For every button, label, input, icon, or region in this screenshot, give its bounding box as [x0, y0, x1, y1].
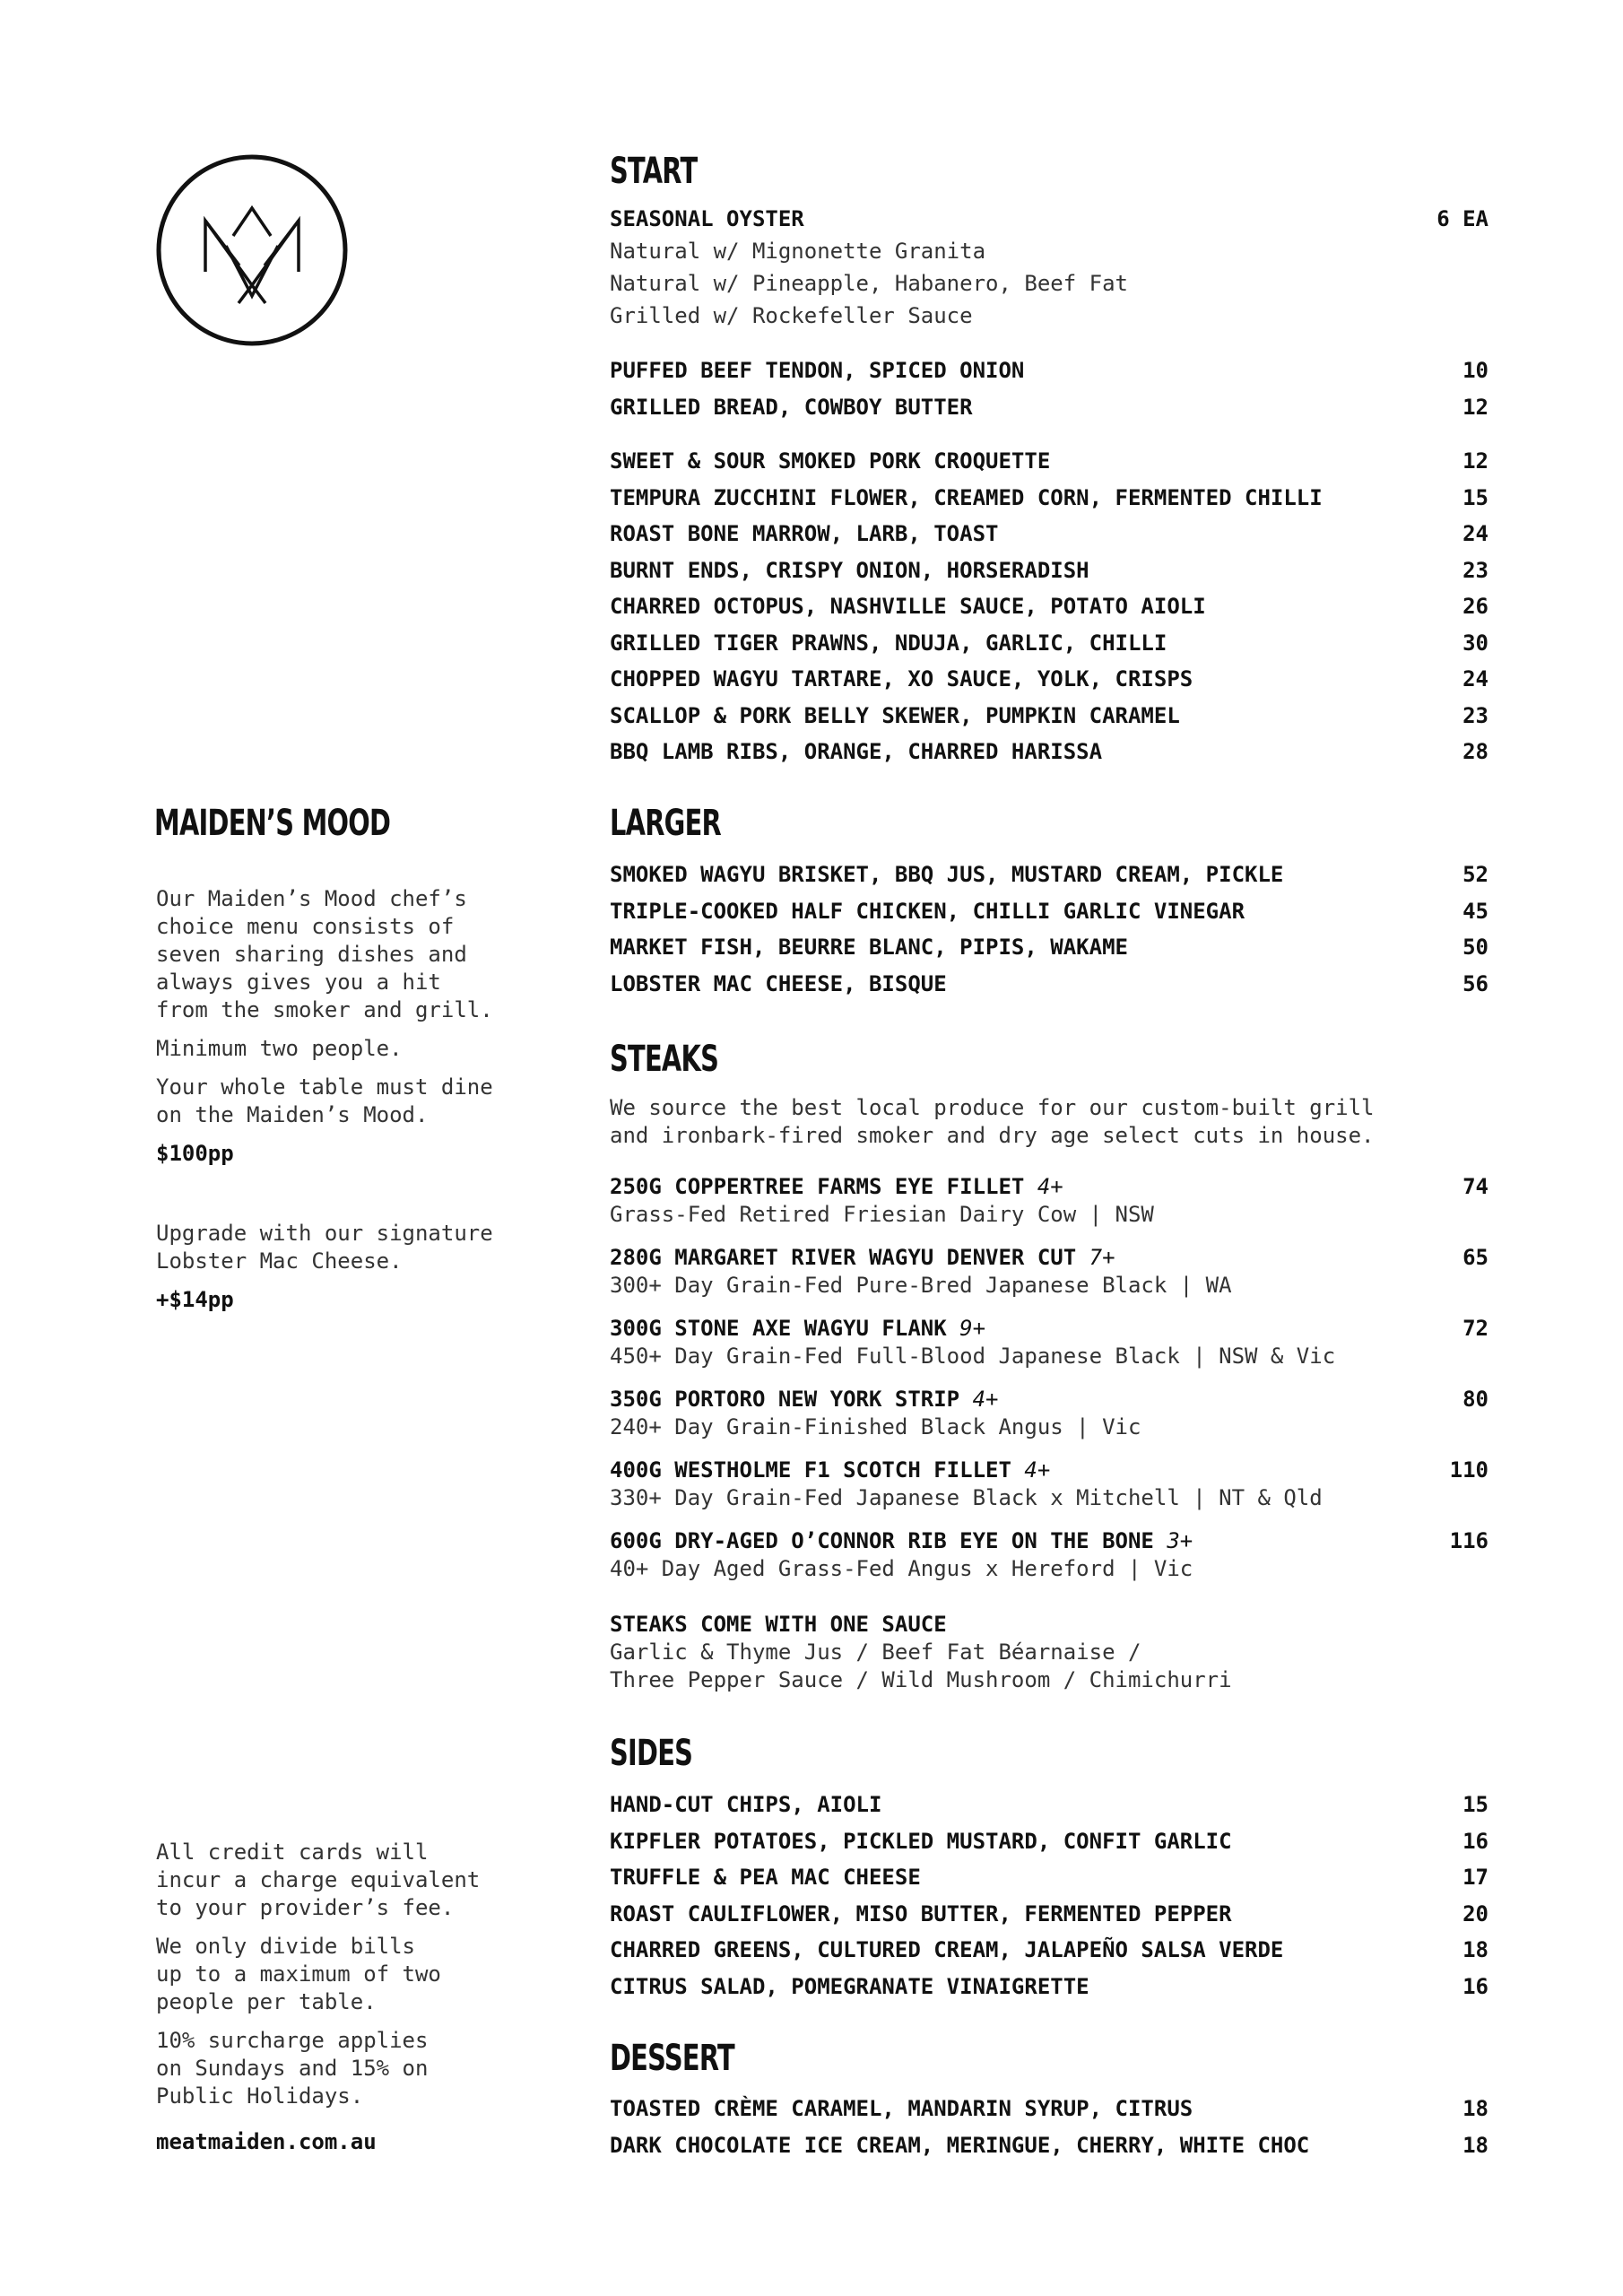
- item-description: 330+ Day Grain-Fed Japanese Black x Mitchell | NT & Qld: [610, 1485, 1323, 1510]
- item-price: 74: [1462, 1174, 1488, 1199]
- menu-item: [610, 2091, 1488, 2127]
- larger-title: LARGER: [610, 803, 721, 844]
- menu-item: [610, 734, 1488, 770]
- item-name: SCALLOP & PORK BELLY SKEWER, PUMPKIN CARAMEL: [610, 702, 1180, 728]
- item-price: 18: [1462, 1937, 1488, 1962]
- upgrade-text: Upgrade with our signature Lobster Mac Cheese.: [156, 1221, 493, 1274]
- item-name: TOASTED CRÈME CARAMEL, MANDARIN SYRUP, CITRUS: [610, 2096, 1193, 2121]
- item-description: 40+ Day Aged Grass-Fed Angus x Hereford | Vic: [610, 1556, 1193, 1581]
- item-price: 15: [1462, 484, 1488, 510]
- item-price: 20: [1462, 1900, 1488, 1926]
- item-name: DARK CHOCOLATE ICE CREAM, MERINGUE, CHERRY, WHITE CHOC: [610, 2132, 1310, 2158]
- meat-maiden-logo: [154, 152, 350, 348]
- item-name: CHARRED OCTOPUS, NASHVILLE SAUCE, POTATO AIOLI: [610, 594, 1206, 619]
- item-name: 280G MARGARET RIVER WAGYU DENVER CUT: [610, 1245, 1077, 1270]
- menu-item: [610, 1823, 1488, 1860]
- item-name: CITRUS SALAD, POMEGRANATE VINAIGRETTE: [610, 1973, 1089, 1999]
- item-name: GRILLED TIGER PRAWNS, NDUJA, GARLIC, CHILLI: [610, 630, 1167, 656]
- item-price: 18: [1462, 2096, 1488, 2121]
- item-name: 600G DRY-AGED O’CONNOR RIB EYE ON THE BONE: [610, 1528, 1154, 1553]
- menu-item: [610, 929, 1488, 966]
- steak-item: [610, 1457, 1488, 1512]
- menu-item: [610, 352, 1488, 389]
- item-grade: 4+: [972, 1387, 999, 1412]
- item-price: 16: [1462, 1973, 1488, 1999]
- item-description: 450+ Day Grain-Fed Full-Blood Japanese Black | NSW & Vic: [610, 1344, 1336, 1369]
- item-name: 350G PORTORO NEW YORK STRIP: [610, 1387, 960, 1412]
- upgrade-block: [156, 1220, 533, 1325]
- item-name: 250G COPPERTREE FARMS EYE FILLET: [610, 1174, 1025, 1199]
- oyster-block: [610, 203, 1488, 332]
- menu-item: [610, 698, 1488, 735]
- item-name: TRIPLE-COOKED HALF CHICKEN, CHILLI GARLIC VINEGAR: [610, 898, 1245, 924]
- steak-item: [610, 1315, 1488, 1370]
- item-price: 12: [1462, 448, 1488, 474]
- menu-item: [610, 966, 1488, 1003]
- item-price: 15: [1462, 1792, 1488, 1817]
- item-name: 300G STONE AXE WAGYU FLANK: [610, 1316, 947, 1341]
- item-price: 23: [1462, 557, 1488, 583]
- item-grade: 4+: [1037, 1174, 1063, 1199]
- item-description: 300+ Day Grain-Fed Pure-Bred Japanese Black | WA: [610, 1273, 1232, 1298]
- oyster-option: Natural w/ Mignonette Granita: [610, 239, 986, 264]
- oyster-option: Grilled w/ Rockefeller Sauce: [610, 303, 973, 328]
- item-price: 6 EA: [1436, 206, 1488, 231]
- maidens-mood-para3: Your whole table must dine on the Maiden’s Mood.: [156, 1074, 493, 1127]
- steaks-title: STEAKS: [610, 1039, 719, 1080]
- item-price: 12: [1462, 394, 1488, 420]
- sides-title: SIDES: [610, 1733, 693, 1774]
- sauce-line: Three Pepper Sauce / Wild Mushroom / Chimichurri: [610, 1667, 1232, 1692]
- item-price: 30: [1462, 630, 1488, 656]
- item-price: 65: [1462, 1245, 1488, 1270]
- item-name: 400G WESTHOLME F1 SCOTCH FILLET: [610, 1457, 1011, 1483]
- item-name: HAND-CUT CHIPS, AIOLI: [610, 1792, 882, 1817]
- item-name: PUFFED BEEF TENDON, SPICED ONION: [610, 358, 1025, 383]
- item-name: ROAST BONE MARROW, LARB, TOAST: [610, 521, 999, 546]
- menu-item: [610, 203, 1488, 235]
- item-price: 17: [1462, 1865, 1488, 1890]
- item-name: MARKET FISH, BEURRE BLANC, PIPIS, WAKAME: [610, 935, 1128, 960]
- menu-item: [610, 893, 1488, 930]
- bill-split-note: We only divide bills up to a maximum of two people per table.: [156, 1934, 441, 2014]
- menu-item: [610, 552, 1488, 589]
- menu-item: [610, 1932, 1488, 1969]
- item-price: 72: [1462, 1316, 1488, 1341]
- item-name: CHARRED GREENS, CULTURED CREAM, JALAPEÑO SALSA VERDE: [610, 1937, 1284, 1962]
- steak-item: [610, 1527, 1488, 1583]
- start-group-1: [610, 352, 1488, 425]
- larger-list: [610, 857, 1488, 1002]
- menu-item: [610, 389, 1488, 426]
- menu-item: [610, 625, 1488, 662]
- item-grade: 4+: [1024, 1457, 1051, 1483]
- website-link[interactable]: meatmaiden.com.au: [156, 2129, 377, 2154]
- menu-item: [610, 1787, 1488, 1823]
- sides-list: [610, 1787, 1488, 2005]
- item-name: SEASONAL OYSTER: [610, 206, 804, 231]
- menu-item: [610, 1859, 1488, 1896]
- item-name: BURNT ENDS, CRISPY ONION, HORSERADISH: [610, 557, 1089, 583]
- menu-item: [610, 1896, 1488, 1933]
- item-price: 52: [1462, 862, 1488, 887]
- dessert-list: [610, 2091, 1488, 2163]
- menu-item: [610, 516, 1488, 552]
- item-price: 116: [1449, 1528, 1488, 1553]
- maidens-mood-para2: Minimum two people.: [156, 1036, 403, 1061]
- item-price: 26: [1462, 594, 1488, 619]
- item-description: 240+ Day Grain-Finished Black Angus | Vic: [610, 1414, 1141, 1439]
- item-price: 56: [1462, 970, 1488, 996]
- menu-item: [610, 588, 1488, 625]
- item-grade: 9+: [959, 1316, 986, 1341]
- credit-card-note: All credit cards will incur a charge equivalent to your provider’s fee.: [156, 1839, 481, 1920]
- item-name: BBQ LAMB RIBS, ORANGE, CHARRED HARISSA: [610, 739, 1103, 764]
- menu-item: [610, 857, 1488, 893]
- item-price: 110: [1449, 1457, 1488, 1483]
- item-name: LOBSTER MAC CHEESE, BISQUE: [610, 970, 947, 996]
- item-name: KIPFLER POTATOES, PICKLED MUSTARD, CONFIT GARLIC: [610, 1828, 1232, 1854]
- start-title: START: [610, 151, 698, 192]
- item-name: ROAST CAULIFLOWER, MISO BUTTER, FERMENTED PEPPER: [610, 1900, 1232, 1926]
- item-price: 18: [1462, 2132, 1488, 2158]
- menu-item: [610, 443, 1488, 480]
- menu-item: [610, 1969, 1488, 2005]
- menu-item: [610, 480, 1488, 517]
- item-grade: 3+: [1167, 1528, 1193, 1553]
- maidens-mood-title: MAIDEN’S MOOD: [154, 803, 391, 844]
- steak-sauce-block: [610, 1611, 1488, 1694]
- maidens-mood-para1: Our Maiden’s Mood chef’s choice menu consists of seven sharing dishes and always gives you a hit from the smoker and grill.: [156, 886, 493, 1022]
- item-price: 23: [1462, 702, 1488, 728]
- item-grade: 7+: [1089, 1245, 1115, 1270]
- steaks-intro-line: and ironbark-fired smoker and dry age select cuts in house.: [610, 1123, 1375, 1148]
- item-name: SWEET & SOUR SMOKED PORK CROQUETTE: [610, 448, 1051, 474]
- steak-item: [610, 1386, 1488, 1441]
- steaks-intro-line: We source the best local produce for our custom-built grill: [610, 1095, 1375, 1120]
- sauce-line: Garlic & Thyme Jus / Beef Fat Béarnaise /: [610, 1639, 1141, 1665]
- item-name: SMOKED WAGYU BRISKET, BBQ JUS, MUSTARD CREAM, PICKLE: [610, 862, 1284, 887]
- maidens-mood-price: $100pp: [156, 1141, 234, 1166]
- item-name: TEMPURA ZUCCHINI FLOWER, CREAMED CORN, FERMENTED CHILLI: [610, 484, 1323, 510]
- item-price: 50: [1462, 935, 1488, 960]
- item-name: GRILLED BREAD, COWBOY BUTTER: [610, 394, 973, 420]
- steaks-intro: [610, 1094, 1488, 1150]
- upgrade-price: +$14pp: [156, 1287, 234, 1312]
- item-price: 16: [1462, 1828, 1488, 1854]
- menu-item: [610, 2127, 1488, 2164]
- item-price: 24: [1462, 666, 1488, 691]
- dessert-title: DESSERT: [610, 2038, 734, 2079]
- item-price: 28: [1462, 739, 1488, 764]
- item-name: CHOPPED WAGYU TARTARE, XO SAUCE, YOLK, CRISPS: [610, 666, 1193, 691]
- sauce-title: STEAKS COME WITH ONE SAUCE: [610, 1612, 947, 1637]
- item-price: 80: [1462, 1387, 1488, 1412]
- surcharge-note: 10% surcharge applies on Sundays and 15% on Public Holidays.: [156, 2028, 429, 2109]
- steak-item: [610, 1244, 1488, 1300]
- menu-item: [610, 661, 1488, 698]
- oyster-option: Natural w/ Pineapple, Habanero, Beef Fat: [610, 271, 1128, 296]
- item-name: TRUFFLE & PEA MAC CHEESE: [610, 1865, 921, 1890]
- item-price: 45: [1462, 898, 1488, 924]
- item-price: 10: [1462, 358, 1488, 383]
- item-description: Grass-Fed Retired Friesian Dairy Cow | NSW: [610, 1202, 1154, 1227]
- item-price: 24: [1462, 521, 1488, 546]
- footer-notes: [156, 1839, 551, 2167]
- maidens-mood-description: [156, 885, 533, 1178]
- steak-item: [610, 1173, 1488, 1229]
- start-group-2: [610, 443, 1488, 770]
